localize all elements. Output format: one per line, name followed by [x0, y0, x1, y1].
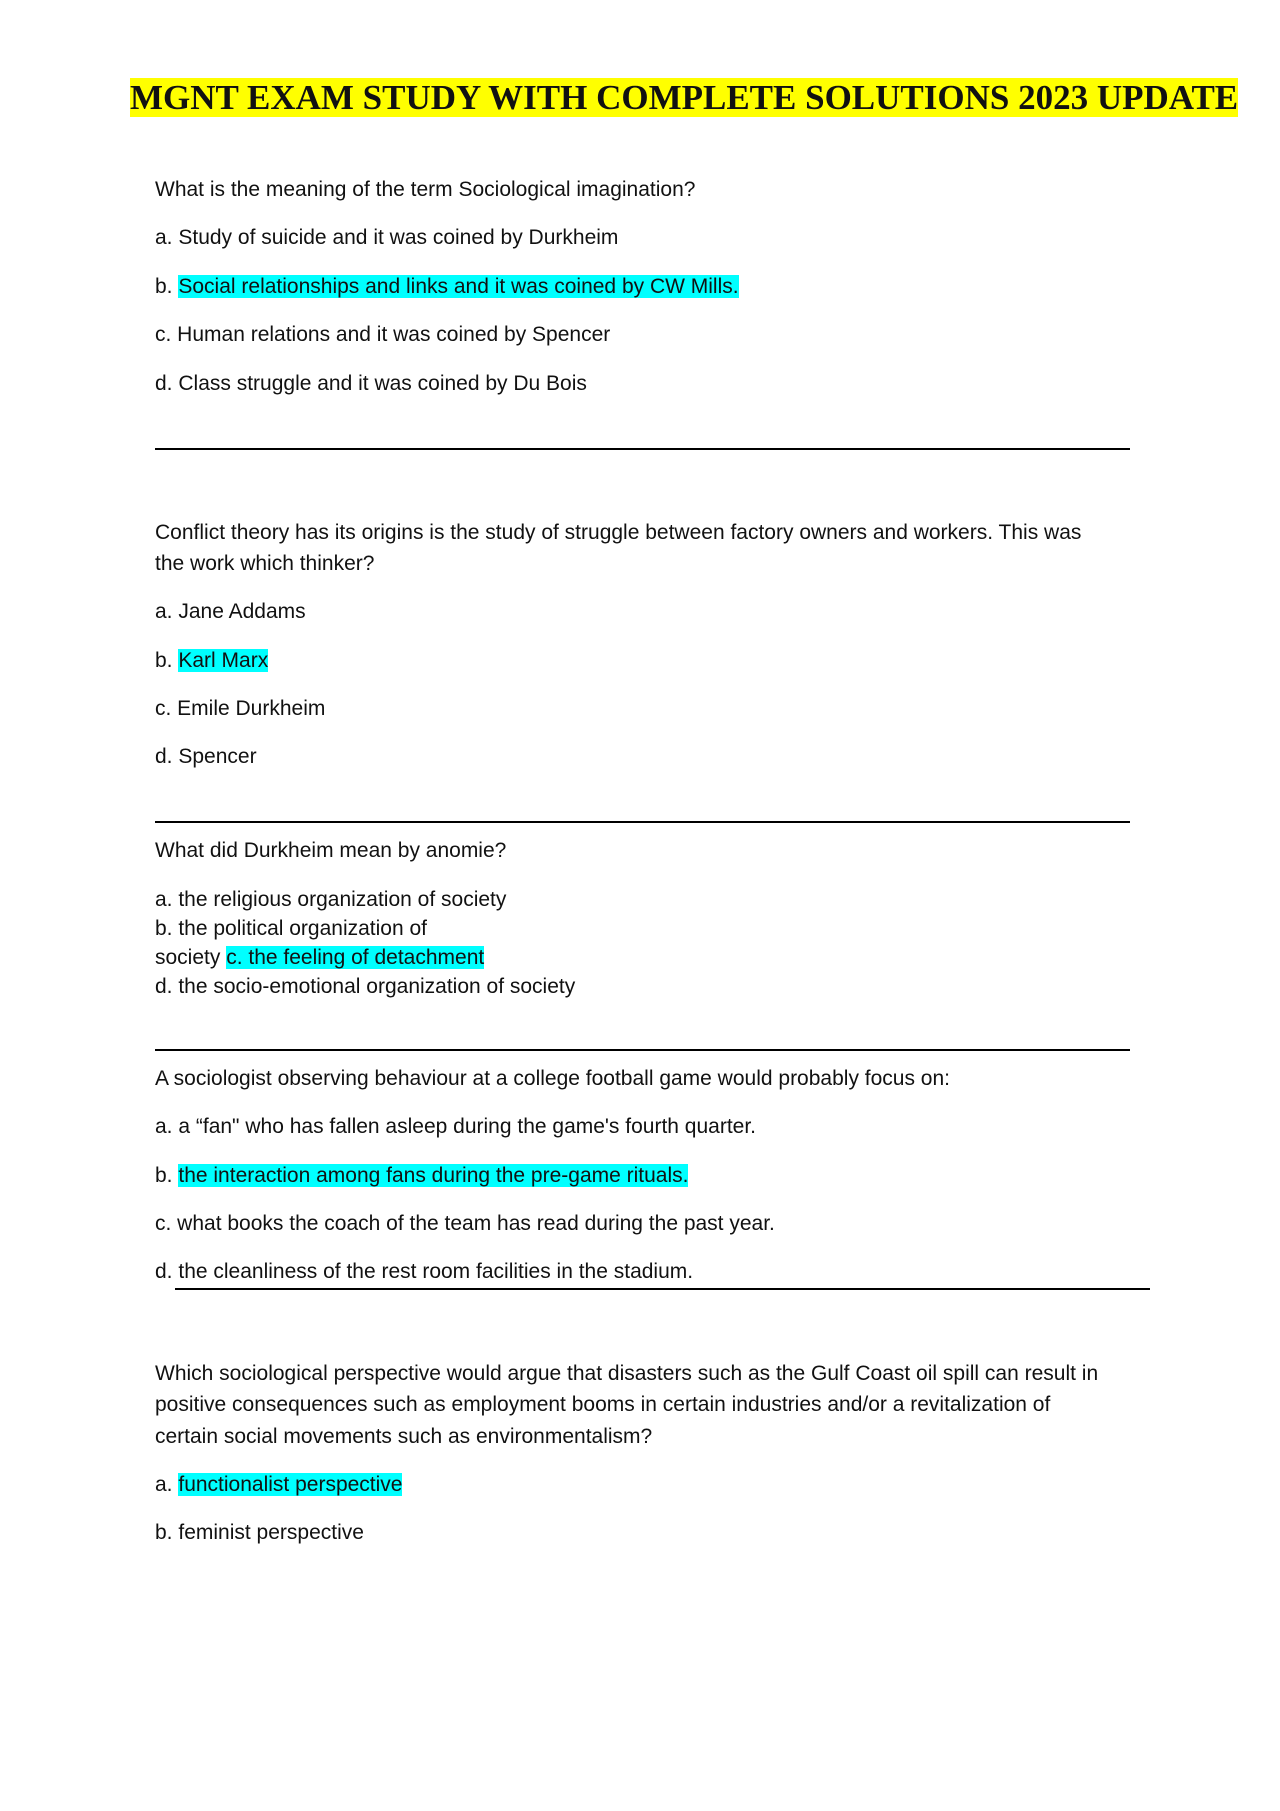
- option-b-correct: b. Social relationships and links and it was coined by CW Mills.: [155, 275, 739, 298]
- option-c: c. what books the coach of the team has read during the past year.: [155, 1212, 775, 1235]
- section-divider: [155, 821, 1130, 823]
- section-divider: [155, 448, 1130, 450]
- option-b-correct: b. Karl Marx: [155, 649, 269, 672]
- answer-highlight: Social relationships and links and it was coined by CW Mills.: [178, 275, 739, 298]
- option-d: d. the socio-emotional organization of society: [155, 975, 576, 998]
- answer-highlight: c. the feeling of detachment: [226, 946, 485, 969]
- section-divider: [175, 1288, 1150, 1290]
- option-b: b. the political organization of: [155, 917, 428, 940]
- option-a: a. Jane Addams: [155, 600, 306, 623]
- option-d: d. Class struggle and it was coined by Du Bois: [155, 372, 587, 395]
- answer-highlight: Karl Marx: [178, 649, 269, 672]
- question-text-line: positive consequences such as employment booms in certain industries and/or a revitalization of: [155, 1393, 1051, 1416]
- option-d: d. Spencer: [155, 745, 257, 768]
- option-a-correct: a. functionalist perspective: [155, 1473, 403, 1496]
- option-a: a. the religious organization of society: [155, 888, 507, 911]
- option-c: c. Human relations and it was coined by Spencer: [155, 323, 611, 346]
- question-text: A sociologist observing behaviour at a college football game would probably focus on:: [155, 1067, 950, 1090]
- question-text-line: Conflict theory has its origins is the study of struggle between factory owners and workers. This was: [155, 521, 1082, 544]
- document-title: MGNT EXAM STUDY WITH COMPLETE SOLUTIONS 2023 UPDATE: [130, 78, 1239, 117]
- answer-highlight: the interaction among fans during the pre-game rituals.: [178, 1164, 689, 1187]
- option-b-correct: b. the interaction among fans during the pre-game rituals.: [155, 1164, 689, 1187]
- option-c: c. Emile Durkheim: [155, 697, 326, 720]
- question-text-line: the work which thinker?: [155, 552, 375, 575]
- option-b-continuation: society c. the feeling of detachment: [155, 946, 485, 969]
- question-text: What is the meaning of the term Sociological imagination?: [155, 178, 696, 201]
- option-d: d. the cleanliness of the rest room facilities in the stadium.: [155, 1260, 694, 1283]
- option-b: b. feminist perspective: [155, 1521, 364, 1544]
- answer-highlight: functionalist perspective: [178, 1473, 403, 1496]
- option-a: a. Study of suicide and it was coined by Durkheim: [155, 226, 619, 249]
- question-text: What did Durkheim mean by anomie?: [155, 839, 507, 862]
- section-divider: [155, 1049, 1130, 1051]
- option-a: a. a “fan" who has fallen asleep during the game's fourth quarter.: [155, 1115, 757, 1138]
- question-text-line: Which sociological perspective would argue that disasters such as the Gulf Coast oil spill can result in: [155, 1362, 1099, 1385]
- question-text-line: certain social movements such as environmentalism?: [155, 1425, 653, 1448]
